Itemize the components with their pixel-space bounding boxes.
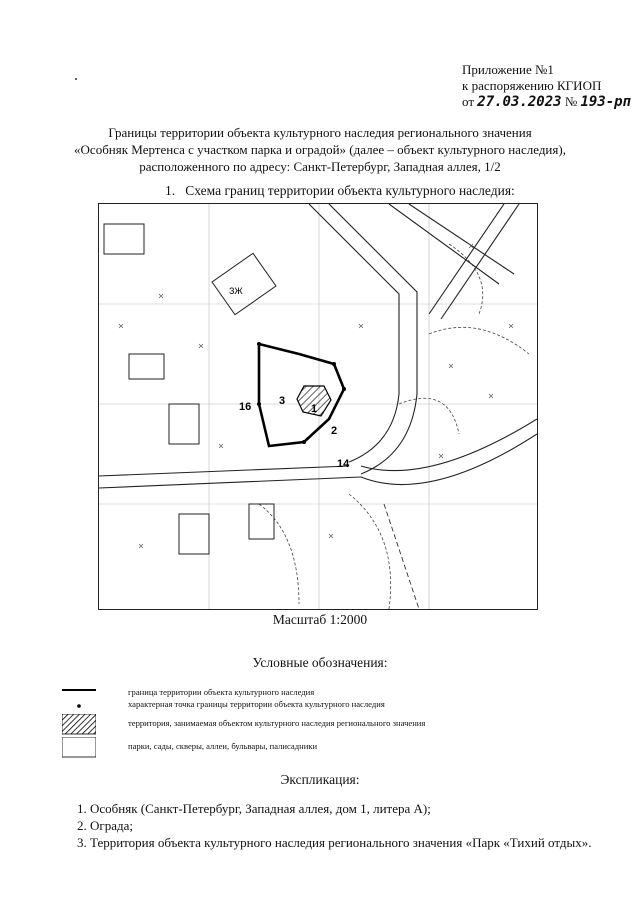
label-3: 3 bbox=[279, 395, 286, 407]
label-1: 1 bbox=[311, 403, 318, 415]
explication-item: 1. Особняк (Санкт-Петербург, Западная аллея, дом 1, литера А); bbox=[90, 800, 591, 817]
park-paths bbox=[259, 244, 529, 609]
map-svg bbox=[99, 204, 537, 609]
legend-title: Условные обозначения: bbox=[252, 655, 388, 670]
scheme-title: Схема границ территории объекта культурного наследия: bbox=[185, 183, 515, 198]
explication-list bbox=[70, 800, 591, 851]
scheme-number: 1. bbox=[165, 183, 176, 198]
title-line1: Границы территории объекта культурного наследия регионального значения bbox=[108, 125, 532, 140]
hatch-swatch-icon bbox=[62, 714, 96, 736]
explication-item: 3. Территория объекта культурного наследия регионального значения «Парк «Тихий отдых». bbox=[90, 834, 591, 851]
diagonal-road bbox=[309, 204, 519, 474]
date-prefix: от bbox=[462, 94, 475, 109]
legend-text-boundary: граница территории объекта культурного наследия bbox=[128, 687, 315, 697]
dashed-line bbox=[384, 504, 419, 609]
document-title bbox=[60, 124, 580, 175]
label-2: 2 bbox=[331, 425, 338, 437]
legend-text-hatch: территория, занимаемая объектом культурного наследия регионального значения bbox=[128, 718, 426, 728]
explication-title: Экспликация: bbox=[280, 772, 360, 787]
appendix-line2: к распоряжению КГИОП bbox=[462, 78, 602, 93]
title-line2: «Особняк Мертенса с участком парка и оградой» (далее – объект культурного наследия), bbox=[74, 142, 566, 157]
explication-item: 2. Ограда; bbox=[90, 817, 591, 834]
boundary-map bbox=[98, 203, 538, 610]
legend-text-parks: парки, сады, скверы, аллеи, бульвары, палисадники bbox=[128, 741, 318, 751]
handwritten-number: 193-рп bbox=[580, 94, 632, 110]
scheme-heading bbox=[165, 183, 515, 199]
title-line3: расположенного по адресу: Санкт-Петербург, Западная аллея, 1/2 bbox=[139, 159, 501, 174]
stray-dot bbox=[75, 78, 77, 80]
label-14: 14 bbox=[337, 458, 350, 470]
legend-text-point: характерная точка границы территории объекта культурного наследия bbox=[128, 699, 385, 709]
appendix-line1: Приложение №1 bbox=[462, 62, 554, 77]
handwritten-date: 27.03.2023 bbox=[477, 94, 562, 110]
number-prefix: № bbox=[564, 94, 578, 109]
appendix-line3 bbox=[462, 94, 631, 110]
label-zm: ЗЖ bbox=[229, 286, 243, 296]
appendix-block bbox=[462, 62, 631, 110]
park-swatch-icon bbox=[62, 737, 96, 759]
scale: Масштаб 1:2000 bbox=[272, 612, 368, 627]
label-16: 16 bbox=[239, 401, 252, 413]
buildings bbox=[104, 224, 276, 554]
